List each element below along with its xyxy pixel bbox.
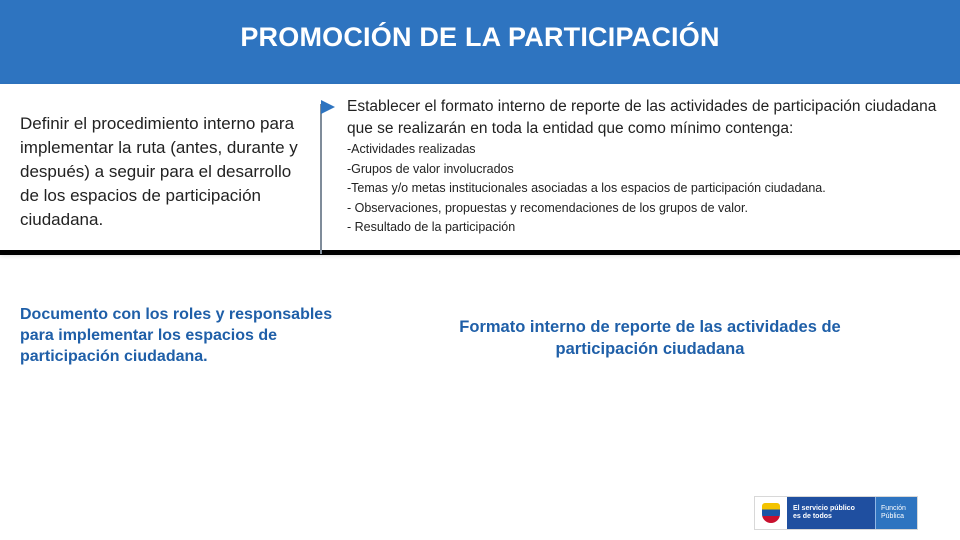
- product-report-format: Formato interno de reporte de las actividades de participación ciudadana: [459, 318, 841, 358]
- header-bar: [0, 0, 960, 84]
- list-item: -Temas y/o metas institucionales asociadas a los espacios de participación ciudadana.: [347, 181, 826, 195]
- list-item: -Actividades realizadas: [347, 142, 476, 156]
- colombia-coat-of-arms-icon: [762, 503, 780, 523]
- list-item: - Observaciones, propuestas y recomendaciones de los grupos de valor.: [347, 200, 748, 215]
- list-item: -Grupos de valor involucrados: [347, 161, 514, 176]
- format-contents-list: [347, 140, 947, 238]
- procedure-description: Definir el procedimiento interno para implementar la ruta (antes, durante y después) a seguir para el desarrollo de los espacios de participación ciudadana.: [20, 114, 298, 229]
- arrow-pointer-icon: [321, 100, 335, 114]
- logo-entity-name: Función Pública: [875, 497, 917, 529]
- product-roles-document: Documento con los roles y responsables para implementar los espacios de participación ciudadana.: [20, 306, 333, 365]
- page-title: PROMOCIÓN DE LA PARTICIPACIÓN: [240, 22, 720, 52]
- logo-slogan: El servicio público es de todos: [787, 497, 875, 529]
- vertical-divider: [320, 104, 322, 254]
- format-intro: Establecer el formato interno de reporte de las actividades de participación ciudadana que se realizarán en toda la entidad que como mínimo contenga:: [347, 98, 937, 137]
- section-divider: [0, 250, 960, 255]
- government-logo: [754, 496, 918, 530]
- list-item: - Resultado de la participación: [347, 220, 516, 234]
